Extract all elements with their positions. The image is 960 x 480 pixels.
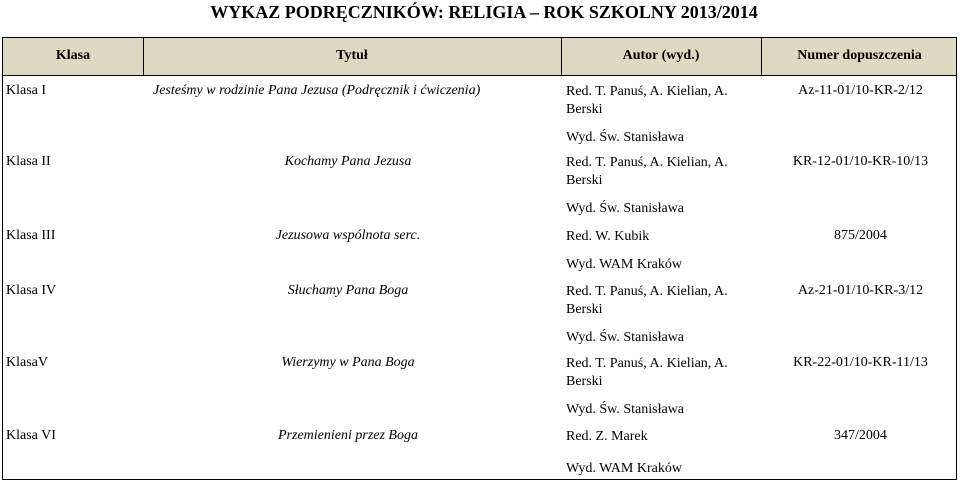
cell-klasa: Klasa IV (6, 283, 57, 298)
header-klasa: Klasa (55, 48, 91, 63)
cell-tytul: Przemienieni przez Boga (278, 428, 418, 443)
cell-numer: KR-12-01/10-KR-10/13 (792, 154, 929, 169)
cell-autor (566, 355, 766, 419)
header-autor: Autor (wyd.) (622, 48, 700, 63)
cell-numer: Az-11-01/10-KR-2/12 (798, 83, 923, 98)
cell-autor-publisher: Wyd. Św. Stanisława (566, 130, 685, 145)
cell-klasa: Klasa III (6, 228, 56, 243)
cell-tytul: Jesteśmy w rodzinie Pana Jezusa (Podręcznik i ćwiczenia) (153, 83, 481, 98)
cell-klasa: Klasa VI (6, 428, 56, 443)
cell-autor (566, 283, 766, 347)
cell-autor-names: Red. T. Panuś, A. Kielian, A. Berski (566, 155, 728, 188)
cell-autor-names: Red. W. Kubik (566, 229, 650, 244)
cell-tytul: Wierzymy w Pana Boga (281, 355, 415, 370)
cell-autor-publisher: Wyd. Św. Stanisława (566, 402, 685, 417)
cell-autor-publisher: Wyd. Św. Stanisława (566, 330, 685, 345)
cell-klasa: Klasa II (6, 154, 51, 169)
cell-autor (566, 154, 766, 218)
textbook-table (2, 37, 957, 480)
cell-autor-names: Red. T. Panuś, A. Kielian, A. Berski (566, 84, 728, 117)
cell-autor-publisher: Wyd. WAM Kraków (566, 257, 682, 272)
cell-numer: 875/2004 (834, 228, 887, 243)
cell-autor-names: Red. T. Panuś, A. Kielian, A. Berski (566, 356, 728, 389)
cell-autor (566, 428, 766, 478)
table-header (3, 38, 956, 76)
cell-tytul: Jezusowa wspólnota serc. (275, 228, 421, 243)
cell-tytul: Słuchamy Pana Boga (287, 283, 409, 298)
cell-autor-names: Red. Z. Marek (566, 429, 648, 444)
header-tytul: Tytuł (336, 48, 368, 63)
page-title: WYKAZ PODRĘCZNIKÓW: RELIGIA – ROK SZKOLNY 2013/2014 (210, 2, 758, 22)
cell-autor-publisher: Wyd. WAM Kraków (566, 461, 682, 476)
cell-tytul: Kochamy Pana Jezusa (284, 154, 412, 169)
cell-klasa: KlasaV (6, 355, 48, 370)
header-numer: Numer dopuszczenia (797, 48, 922, 63)
cell-autor (566, 83, 766, 147)
cell-numer: 347/2004 (834, 428, 887, 443)
cell-autor-publisher: Wyd. Św. Stanisława (566, 201, 685, 216)
cell-numer: KR-22-01/10-KR-11/13 (793, 355, 928, 370)
cell-numer: Az-21-01/10-KR-3/12 (797, 283, 924, 298)
cell-klasa: Klasa I (6, 83, 47, 98)
cell-autor-names: Red. T. Panuś, A. Kielian, A. Berski (566, 284, 728, 317)
cell-autor (566, 228, 766, 274)
